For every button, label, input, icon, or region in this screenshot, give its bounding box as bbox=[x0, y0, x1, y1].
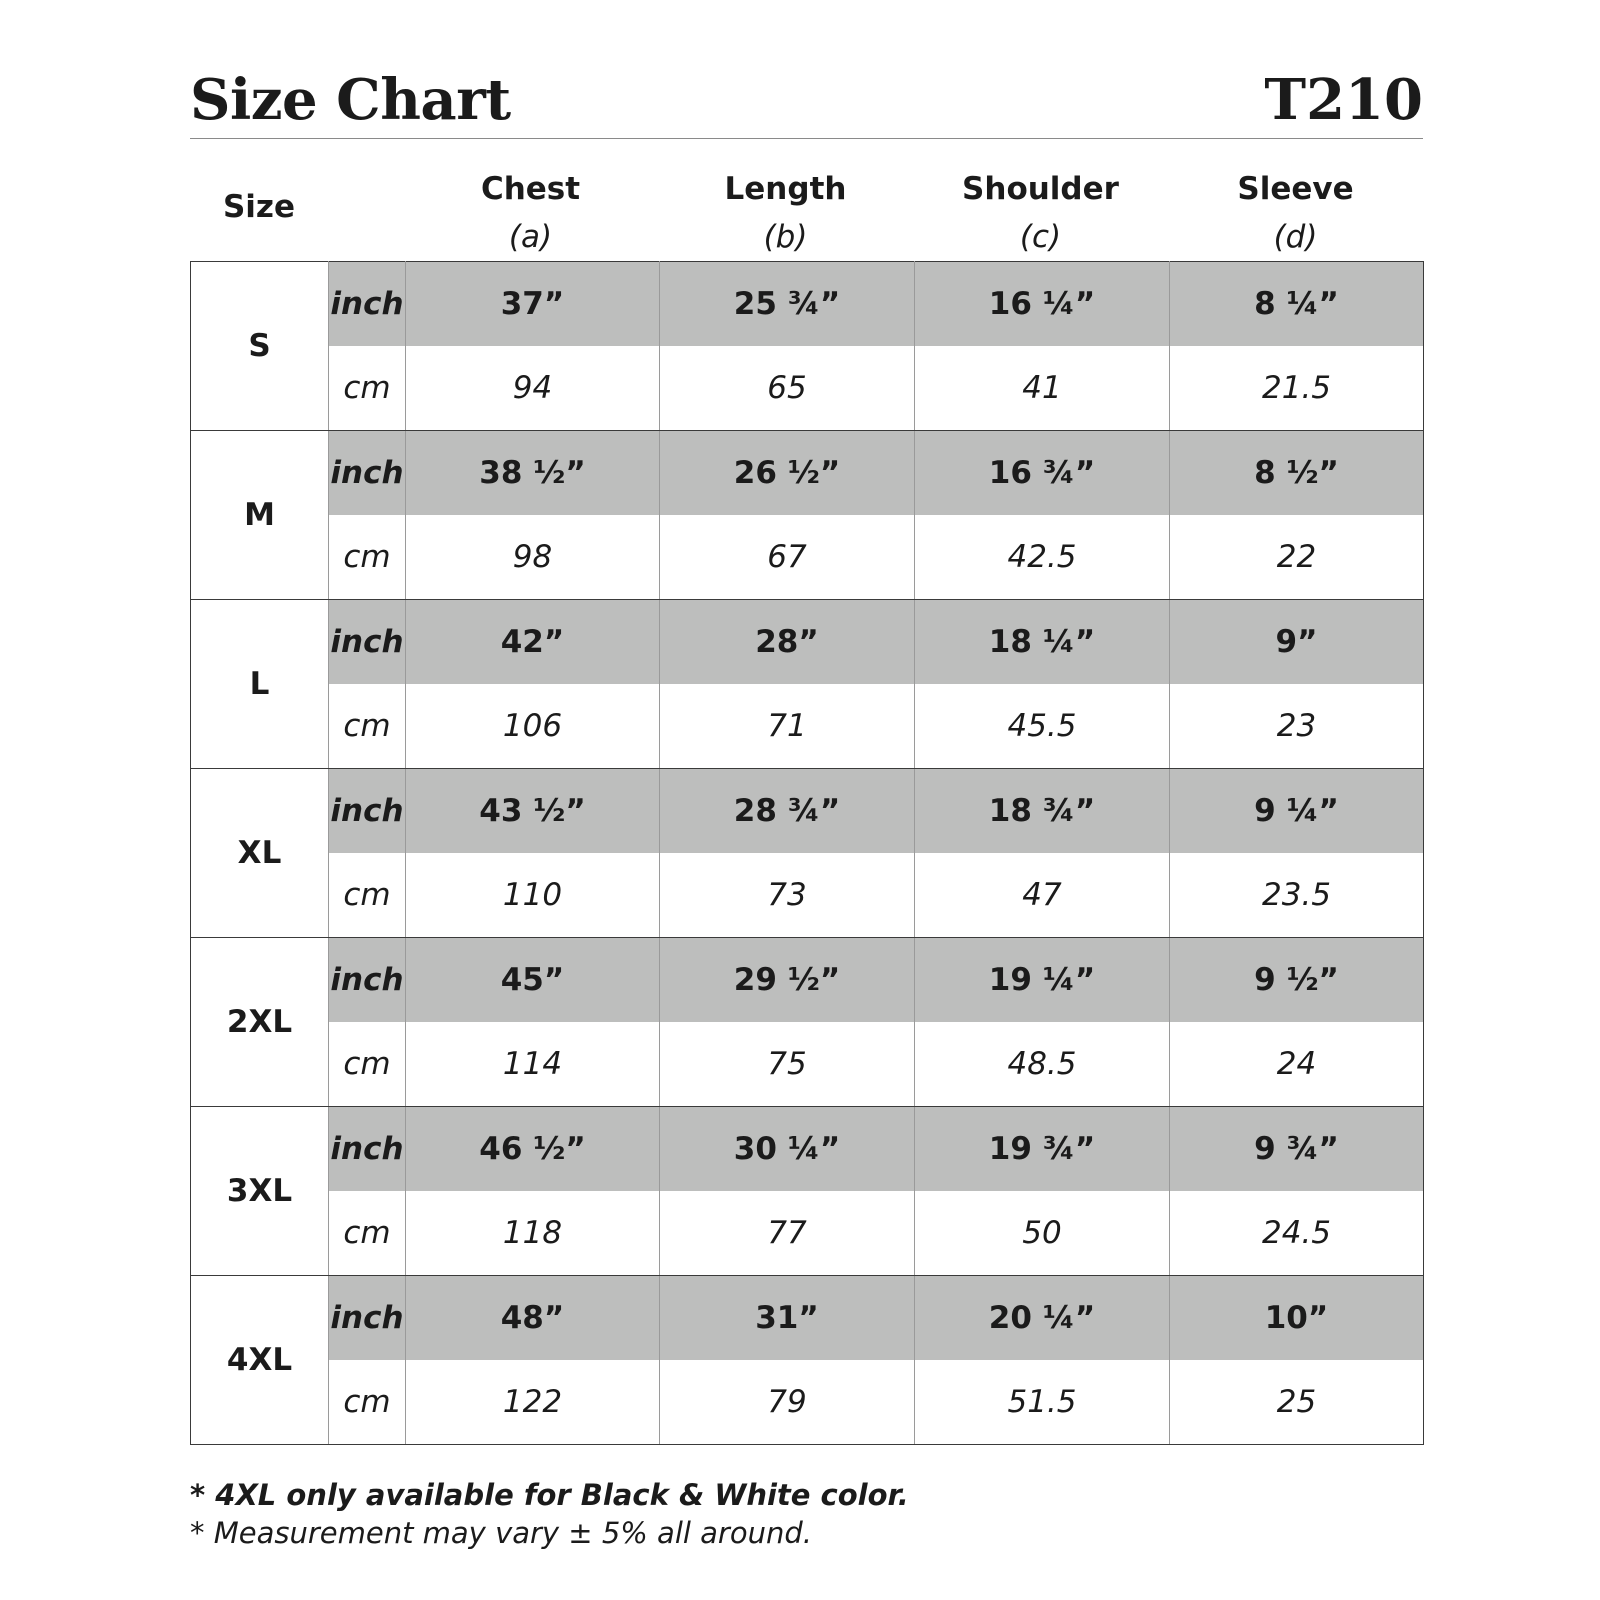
shoulder-inch: 16 ¾” bbox=[915, 431, 1170, 516]
unit-label: cm bbox=[329, 515, 406, 600]
model-code: T210 bbox=[1264, 67, 1423, 133]
chest-cm: 98 bbox=[406, 515, 660, 600]
sleeve-cm: 22 bbox=[1170, 515, 1424, 600]
unit-label: cm bbox=[329, 1360, 406, 1445]
table-header bbox=[190, 139, 1423, 261]
shoulder-cm: 50 bbox=[915, 1191, 1170, 1276]
chest-cm: 106 bbox=[406, 684, 660, 769]
table-row bbox=[191, 431, 1424, 516]
chest-inch: 43 ½” bbox=[406, 769, 660, 854]
unit-label: cm bbox=[329, 684, 406, 769]
length-cm: 75 bbox=[660, 1022, 915, 1107]
header-shoulder-name: Shoulder bbox=[962, 171, 1119, 207]
sleeve-inch: 9 ¼” bbox=[1170, 769, 1424, 854]
table-row bbox=[191, 1276, 1424, 1361]
chest-inch: 37” bbox=[406, 262, 660, 347]
size-label: S bbox=[191, 262, 329, 431]
chest-inch: 46 ½” bbox=[406, 1107, 660, 1192]
table-row bbox=[191, 1107, 1424, 1192]
unit-label: cm bbox=[329, 853, 406, 938]
table-row bbox=[191, 769, 1424, 854]
length-cm: 71 bbox=[660, 684, 915, 769]
table-row bbox=[191, 938, 1424, 1023]
shoulder-inch: 19 ¾” bbox=[915, 1107, 1170, 1192]
size-chart-sheet bbox=[190, 68, 1423, 1445]
length-cm: 73 bbox=[660, 853, 915, 938]
unit-label: cm bbox=[329, 1022, 406, 1107]
shoulder-cm: 48.5 bbox=[915, 1022, 1170, 1107]
availability-note: * 4XL only available for Black & White color. bbox=[190, 1478, 909, 1512]
sleeve-inch: 9 ¾” bbox=[1170, 1107, 1424, 1192]
unit-label: inch bbox=[329, 600, 406, 685]
table-row bbox=[191, 853, 1424, 938]
size-table bbox=[190, 261, 1424, 1445]
shoulder-inch: 16 ¼” bbox=[915, 262, 1170, 347]
unit-label: inch bbox=[329, 1276, 406, 1361]
unit-label: cm bbox=[329, 346, 406, 431]
length-inch: 28” bbox=[660, 600, 915, 685]
title-row bbox=[190, 68, 1423, 139]
header-sleeve-sub: (d) bbox=[1273, 219, 1318, 255]
shoulder-cm: 41 bbox=[915, 346, 1170, 431]
unit-label: inch bbox=[329, 1107, 406, 1192]
header-shoulder-sub: (c) bbox=[1019, 219, 1062, 255]
table-row bbox=[191, 600, 1424, 685]
sleeve-cm: 23 bbox=[1170, 684, 1424, 769]
shoulder-cm: 45.5 bbox=[915, 684, 1170, 769]
sleeve-cm: 25 bbox=[1170, 1360, 1424, 1445]
length-cm: 77 bbox=[660, 1191, 915, 1276]
table-row bbox=[191, 346, 1424, 431]
shoulder-inch: 19 ¼” bbox=[915, 938, 1170, 1023]
sleeve-cm: 21.5 bbox=[1170, 346, 1424, 431]
header-length bbox=[658, 139, 913, 257]
size-label: 2XL bbox=[191, 938, 329, 1107]
header-chest-sub: (a) bbox=[508, 219, 553, 255]
chest-cm: 118 bbox=[406, 1191, 660, 1276]
unit-label: cm bbox=[329, 1191, 406, 1276]
unit-label: inch bbox=[329, 938, 406, 1023]
sleeve-inch: 10” bbox=[1170, 1276, 1424, 1361]
header-sleeve-name: Sleeve bbox=[1237, 171, 1354, 207]
size-label: 3XL bbox=[191, 1107, 329, 1276]
length-cm: 65 bbox=[660, 346, 915, 431]
shoulder-cm: 51.5 bbox=[915, 1360, 1170, 1445]
length-cm: 79 bbox=[660, 1360, 915, 1445]
chest-cm: 122 bbox=[406, 1360, 660, 1445]
footnotes bbox=[190, 1476, 909, 1552]
header-length-sub: (b) bbox=[763, 219, 808, 255]
shoulder-inch: 18 ¾” bbox=[915, 769, 1170, 854]
length-inch: 30 ¼” bbox=[660, 1107, 915, 1192]
table-row bbox=[191, 684, 1424, 769]
shoulder-cm: 42.5 bbox=[915, 515, 1170, 600]
sleeve-inch: 8 ½” bbox=[1170, 431, 1424, 516]
length-inch: 26 ½” bbox=[660, 431, 915, 516]
chest-inch: 48” bbox=[406, 1276, 660, 1361]
table-row bbox=[191, 1360, 1424, 1445]
table-row bbox=[191, 515, 1424, 600]
header-chest bbox=[403, 139, 658, 257]
tolerance-note: * Measurement may vary ± 5% all around. bbox=[190, 1516, 812, 1550]
shoulder-inch: 20 ¼” bbox=[915, 1276, 1170, 1361]
header-sleeve bbox=[1168, 139, 1423, 257]
chest-inch: 42” bbox=[406, 600, 660, 685]
chest-inch: 38 ½” bbox=[406, 431, 660, 516]
header-length-name: Length bbox=[724, 171, 847, 207]
size-column-header: Size bbox=[222, 189, 296, 225]
size-label: M bbox=[191, 431, 329, 600]
page-title: Size Chart bbox=[190, 67, 511, 133]
sleeve-cm: 24.5 bbox=[1170, 1191, 1424, 1276]
chest-inch: 45” bbox=[406, 938, 660, 1023]
length-inch: 29 ½” bbox=[660, 938, 915, 1023]
header-shoulder bbox=[913, 139, 1168, 257]
table-row bbox=[191, 262, 1424, 347]
table-row bbox=[191, 1022, 1424, 1107]
size-label: L bbox=[191, 600, 329, 769]
chest-cm: 94 bbox=[406, 346, 660, 431]
size-label: 4XL bbox=[191, 1276, 329, 1445]
size-label: XL bbox=[191, 769, 329, 938]
sleeve-inch: 8 ¼” bbox=[1170, 262, 1424, 347]
length-inch: 25 ¾” bbox=[660, 262, 915, 347]
table-row bbox=[191, 1191, 1424, 1276]
length-cm: 67 bbox=[660, 515, 915, 600]
shoulder-cm: 47 bbox=[915, 853, 1170, 938]
length-inch: 31” bbox=[660, 1276, 915, 1361]
length-inch: 28 ¾” bbox=[660, 769, 915, 854]
sleeve-inch: 9” bbox=[1170, 600, 1424, 685]
chest-cm: 110 bbox=[406, 853, 660, 938]
sleeve-cm: 24 bbox=[1170, 1022, 1424, 1107]
chest-cm: 114 bbox=[406, 1022, 660, 1107]
header-chest-name: Chest bbox=[480, 171, 581, 207]
sleeve-cm: 23.5 bbox=[1170, 853, 1424, 938]
unit-label: inch bbox=[329, 431, 406, 516]
unit-label: inch bbox=[329, 769, 406, 854]
shoulder-inch: 18 ¼” bbox=[915, 600, 1170, 685]
sleeve-inch: 9 ½” bbox=[1170, 938, 1424, 1023]
unit-label: inch bbox=[329, 262, 406, 347]
